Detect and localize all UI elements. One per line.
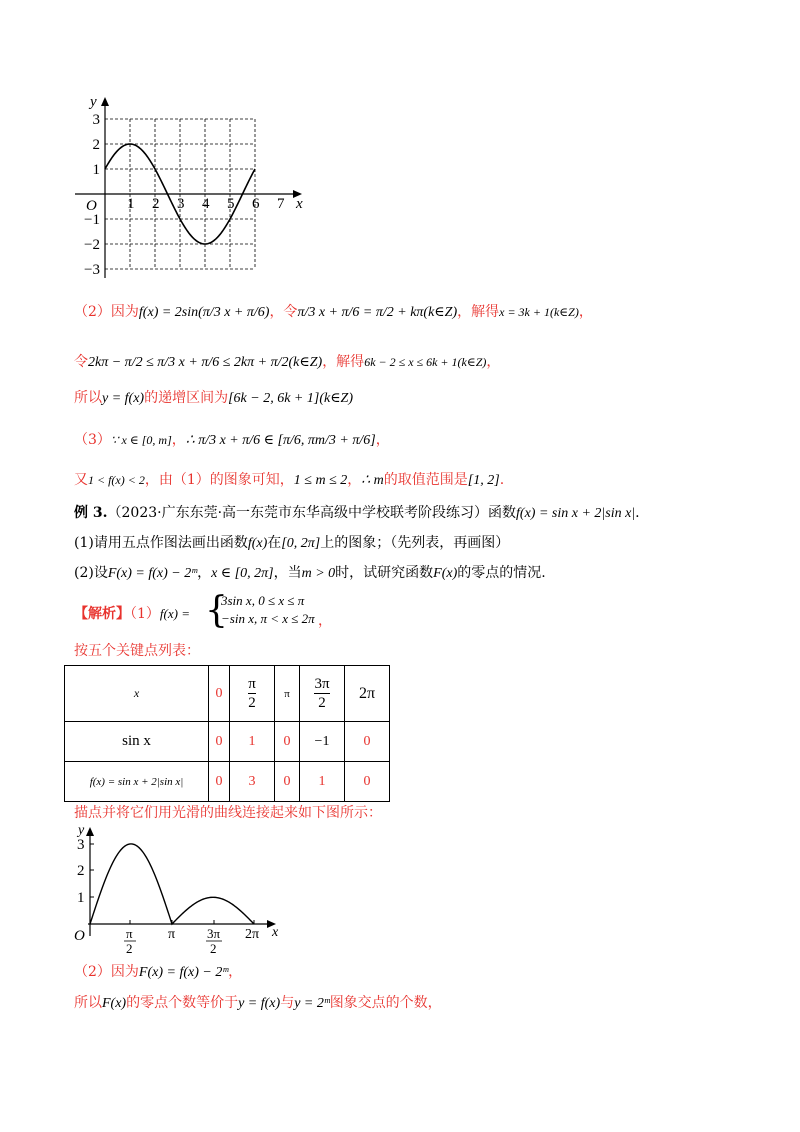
part2b-line1	[74, 962, 242, 983]
formula: F(x) = f(x) − 2ᵐ	[107, 566, 198, 581]
text: （2）因为	[74, 964, 139, 980]
y-tick: 3	[92, 112, 100, 128]
y-tick: 2	[92, 137, 100, 153]
example3-q1	[74, 533, 509, 554]
text: (2)设	[74, 565, 108, 581]
row-label: sin x	[65, 722, 209, 762]
x-tick-3half-pi-num: 3π	[207, 926, 221, 941]
part3-line1	[74, 430, 390, 451]
table-cell	[300, 666, 345, 722]
formula: π/3 x + π/6 = π/2 + kπ(k∈Z)	[297, 305, 458, 320]
case-1: 3sin x, 0 ≤ x ≤ π	[221, 593, 305, 608]
formula: f(x) = sin x + 2|sin x|	[516, 506, 636, 521]
text: 所以	[74, 995, 102, 1011]
origin-label: O	[74, 928, 85, 944]
frac-den: 2	[314, 693, 329, 712]
frac-num: 3π	[314, 676, 330, 692]
x-axis-label: x	[272, 925, 279, 940]
plot-intro: 描点并将它们用光滑的曲线连接起来如下图所示：	[74, 805, 382, 821]
text: ，由（1）的图象可知，	[144, 472, 294, 488]
text: （1）	[130, 606, 160, 622]
table-cell: 0	[275, 762, 300, 802]
table-cell: 3	[230, 762, 275, 802]
formula: x ∈ [0, 2π]	[211, 566, 274, 581]
x-tick: 4	[202, 196, 210, 212]
formula: ∴ m	[361, 473, 384, 488]
y-tick: 2	[77, 863, 85, 879]
table-cell: 0	[209, 762, 230, 802]
text: ，	[197, 565, 212, 581]
text: 图象交点的个数，	[329, 995, 442, 1011]
text: ，当	[273, 565, 302, 581]
formula: F(x) = f(x) − 2ᵐ	[138, 965, 229, 980]
text: 的递增区间为	[144, 390, 229, 406]
formula: x = 3k + 1(k∈Z)	[499, 305, 579, 319]
text: ，解得	[322, 354, 365, 370]
piecewise-brace: {	[205, 590, 228, 631]
text: .	[499, 472, 505, 488]
case-2: −sin x, π < x ≤ 2π	[221, 611, 315, 626]
formula: f(x) =	[159, 606, 190, 621]
table-cell: 0	[345, 762, 390, 802]
y-tick: 1	[77, 890, 85, 906]
y-tick: −3	[84, 262, 100, 278]
list-intro: 按五个关键点列表：	[74, 643, 200, 659]
part2b-line2	[74, 993, 442, 1014]
table-cell: 2π	[345, 666, 390, 722]
formula: F(x)	[433, 566, 458, 581]
x-tick-2pi: 2π	[245, 927, 260, 942]
y-tick: 3	[77, 837, 85, 853]
y-tick-labels	[84, 112, 100, 278]
formula: [6k − 2, 6k + 1](k∈Z)	[228, 391, 353, 406]
x-tick: 3	[177, 196, 185, 212]
table-row	[65, 762, 390, 802]
table-row	[65, 722, 390, 762]
formula: 6k − 2 ≤ x ≤ 6k + 1(k∈Z)	[364, 355, 487, 369]
y-tick: 1	[92, 162, 100, 178]
table-cell: 0	[275, 722, 300, 762]
solution-line	[74, 604, 190, 624]
x-axis-label: x	[296, 196, 303, 212]
text: 令	[74, 354, 88, 370]
formula: [1, 2]	[467, 473, 500, 488]
part3-line2	[74, 470, 504, 491]
text: 时，试研究函数	[335, 565, 434, 581]
formula: 2kπ − π/2 ≤ π/3 x + π/6 ≤ 2kπ + π/2(k∈Z)	[88, 355, 323, 370]
formula: 1 < f(x) < 2	[88, 473, 145, 487]
formula: f(x)	[247, 536, 268, 551]
part2-line3	[74, 388, 353, 409]
text: 与	[280, 995, 295, 1011]
formula: y = f(x)	[102, 391, 145, 406]
example3-header	[74, 503, 640, 524]
part2-line1	[74, 302, 593, 323]
x-tick: 5	[227, 196, 235, 212]
table-cell: 1	[230, 722, 275, 762]
text: ，	[578, 304, 593, 320]
x-tick: 2	[152, 196, 160, 212]
frac-den: 2	[248, 695, 256, 711]
text: ，解得	[457, 304, 500, 320]
x-tick: 7	[277, 196, 285, 212]
formula: y = 2ᵐ	[294, 996, 330, 1011]
text: ，	[228, 964, 243, 980]
axes	[88, 832, 270, 936]
piecewise-comma: ，	[318, 613, 332, 629]
x-tick-half-pi-num: π	[126, 926, 133, 941]
piecewise-cases	[221, 592, 315, 628]
row-label: f(x) = sin x + 2|sin x|	[65, 762, 209, 802]
text: (1)请用五点作图法画出函数	[74, 535, 248, 551]
axes	[75, 102, 298, 278]
x-tick: 6	[252, 196, 260, 212]
y-axis-arrow	[101, 97, 109, 106]
text: 所以	[74, 390, 102, 406]
table-cell: 0	[209, 666, 230, 722]
formula: m > 0	[301, 566, 336, 581]
formula: F(x)	[102, 996, 127, 1011]
formula: [0, 2π]	[281, 536, 321, 551]
row-label: x	[65, 666, 209, 722]
source: （2023·广东东莞·高一东莞市东华高级中学校联考阶段练习）函数	[107, 505, 517, 521]
table-cell: −1	[300, 722, 345, 762]
text: ，	[486, 354, 501, 370]
text: （2）因为	[74, 304, 139, 320]
abs-sine-graph	[60, 818, 300, 968]
frac-num: π	[248, 676, 256, 692]
x-tick-pi: π	[168, 927, 176, 942]
abs-sine-curve	[90, 844, 254, 924]
formula: 1 ≤ m ≤ 2	[293, 473, 348, 488]
y-tick: −1	[84, 212, 100, 228]
example-label: 例 3.	[74, 505, 108, 521]
y-tick: −2	[84, 237, 100, 253]
analysis-tag: 【解析】	[74, 606, 130, 622]
text: ，	[375, 432, 390, 448]
table-cell: 0	[209, 722, 230, 762]
origin-label: O	[86, 198, 97, 214]
text: 又	[74, 472, 88, 488]
text: .	[635, 505, 640, 521]
x-tick-3half-pi-den: 2	[210, 941, 217, 956]
x-tick: 1	[127, 196, 135, 212]
sine-graph-1	[60, 88, 320, 288]
text: 的零点的情况.	[457, 565, 546, 581]
x-tick-labels	[127, 196, 285, 212]
table-cell: 1	[300, 762, 345, 802]
formula: f(x) = 2sin(π/3 x + π/6)	[138, 305, 270, 320]
text: 上的图象；（先列表，再画图）	[320, 535, 510, 551]
formula: y = f(x)	[238, 996, 281, 1011]
text: ，令	[269, 304, 298, 320]
part2-line2	[74, 352, 500, 373]
text: 在	[267, 535, 282, 551]
table-row	[65, 666, 390, 722]
formula: ∴ π/3 x + π/6 ∈ [π/6, πm/3 + π/6]	[185, 433, 376, 448]
text: ，	[171, 432, 186, 448]
table-cell	[230, 666, 275, 722]
x-tick-half-pi-den: 2	[126, 941, 133, 956]
text: （3）	[74, 432, 111, 448]
formula: ∵ x ∈ [0, m]	[110, 433, 172, 447]
table-cell: 0	[345, 722, 390, 762]
table-cell: π	[275, 666, 300, 722]
text: 的取值范围是	[383, 472, 468, 488]
example3-q2	[74, 563, 546, 584]
y-axis-arrow	[86, 827, 94, 836]
y-axis-label: y	[78, 823, 85, 838]
text: 的零点个数等价于	[126, 995, 239, 1011]
y-axis-label: y	[90, 94, 97, 110]
text: ，	[347, 472, 362, 488]
key-points-table	[64, 665, 390, 802]
